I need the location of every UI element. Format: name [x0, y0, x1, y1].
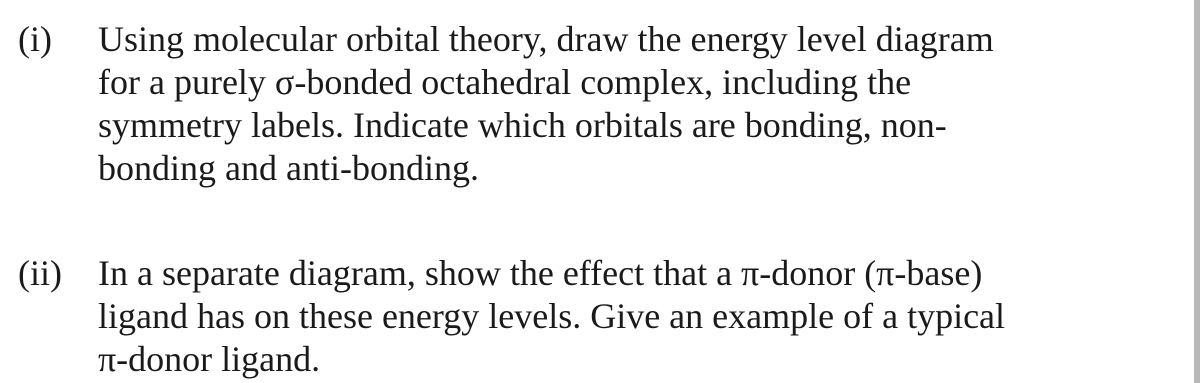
question-text [98, 252, 1178, 381]
question-line: ligand has on these energy levels. Give an example of a typical [98, 296, 1006, 336]
question-line: Using molecular orbital theory, draw the energy level diagram [98, 19, 994, 59]
question-line: for a purely σ-bonded octahedral complex, including the [98, 62, 912, 102]
page-edge-bar [1194, 0, 1200, 383]
question-line: In a separate diagram, show the effect that a π-donor (π-base) [98, 253, 983, 293]
question-line: bonding and anti-bonding. [98, 148, 479, 188]
question-line: symmetry labels. Indicate which orbitals are bonding, non- [98, 105, 947, 145]
question-number: (i) [18, 19, 52, 59]
question-text [98, 18, 1178, 190]
question-line: π-donor ligand. [98, 339, 321, 379]
question-number: (ii) [18, 253, 62, 293]
